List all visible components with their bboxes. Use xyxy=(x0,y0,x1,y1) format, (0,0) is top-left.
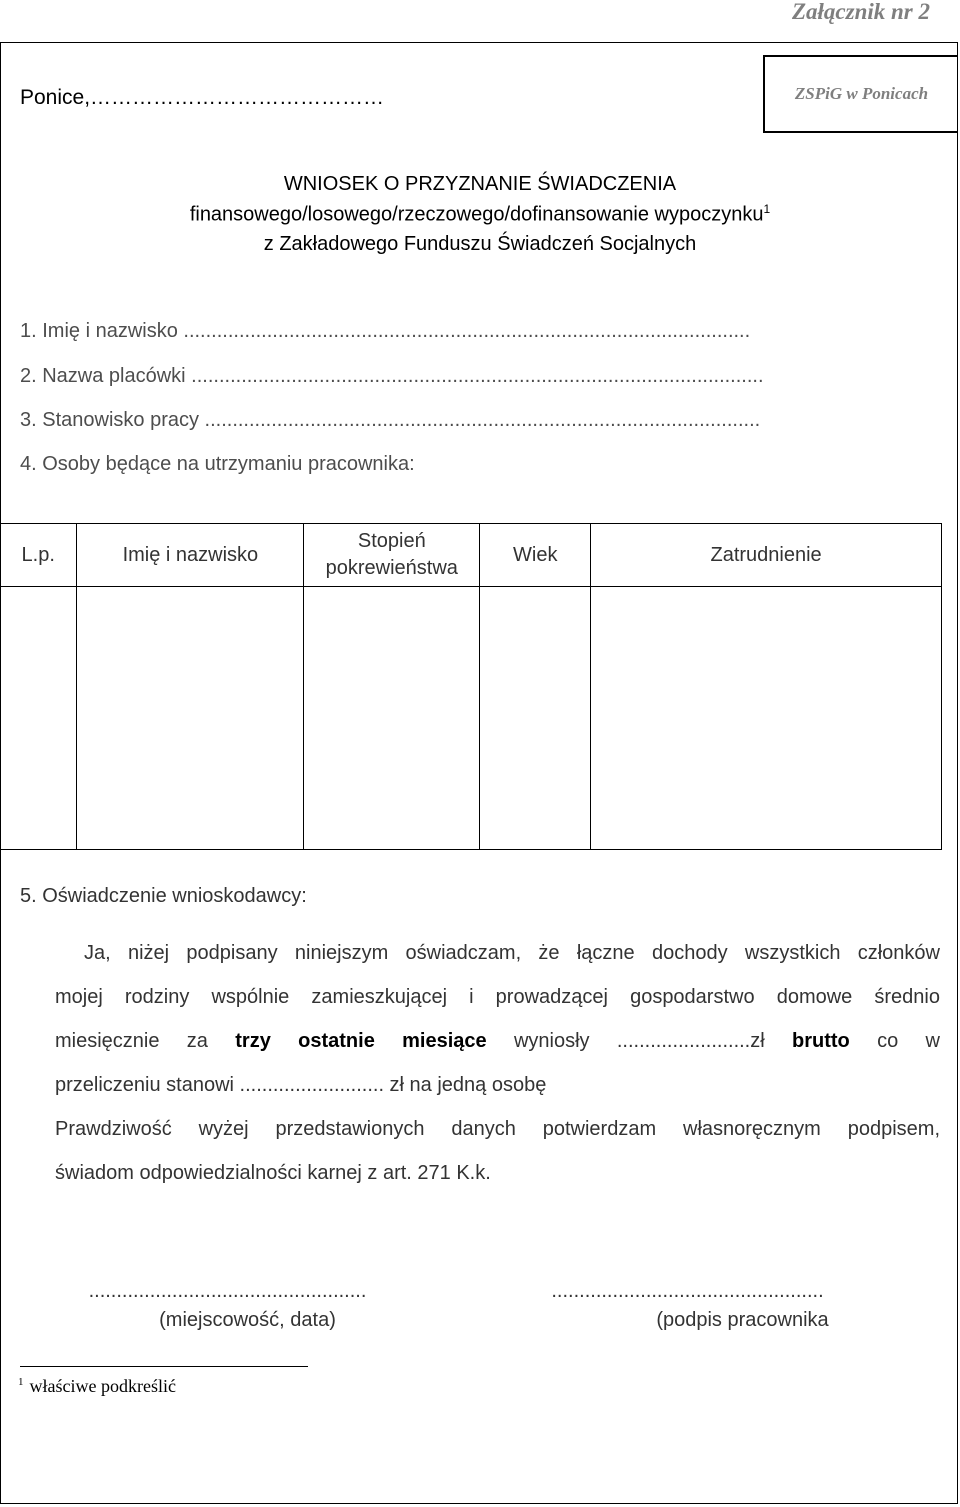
declaration-heading: 5. Oświadczenie wnioskodawcy: xyxy=(20,885,307,907)
table-cell-age[interactable] xyxy=(480,587,591,850)
declaration-line-3-a: miesięcznie za xyxy=(55,1030,236,1052)
field-name[interactable]: 1. Imię i nazwisko ...................................................................................................... xyxy=(20,320,751,342)
employee-signature-line[interactable]: ................................................. xyxy=(551,1280,824,1302)
place-date-field[interactable]: Ponice,…………………………………… xyxy=(20,86,385,109)
form-subtitle-fund: z Zakładowego Funduszu Świadczeń Socjalnych xyxy=(263,233,697,255)
school-stamp-box xyxy=(763,55,958,133)
per-person-amount-field[interactable]: przeliczeniu stanowi .......................... zł na jedną osobę xyxy=(55,1074,547,1096)
annex-label: Załącznik nr 2 xyxy=(791,0,930,24)
dependents-table xyxy=(0,523,942,850)
table-cell-lp[interactable] xyxy=(0,587,77,850)
table-header-name: Imię i nazwisko xyxy=(77,524,304,587)
table-header-lp: L.p. xyxy=(0,524,77,587)
footnote-number: 1 xyxy=(18,1376,24,1388)
emphasis-gross: brutto xyxy=(792,1030,850,1052)
employee-signature-caption: (podpis pracownika xyxy=(656,1309,829,1331)
declaration-line-6: świadom odpowiedzialności karnej z art. 271 K.k. xyxy=(55,1162,491,1184)
form-title: WNIOSEK O PRZYZNANIE ŚWIADCZENIA xyxy=(283,173,677,195)
declaration-line-3 xyxy=(55,1030,940,1053)
form-subtitle-text: finansowego/losowego/rzeczowego/dofinansowanie wypoczynku xyxy=(189,203,764,226)
footnote-divider xyxy=(20,1366,308,1367)
school-stamp-text: ZSPiG w Ponicach xyxy=(794,84,929,103)
income-amount-field[interactable]: wyniosły ........................zł xyxy=(486,1030,793,1052)
emphasis-three-months: trzy ostatnie miesiące xyxy=(235,1030,487,1052)
table-header-relation xyxy=(304,524,480,587)
table-header-employment: Zatrudnienie xyxy=(591,524,942,587)
place-date-caption: (miejscowość, data) xyxy=(159,1309,336,1331)
table-cell-employment[interactable] xyxy=(591,587,942,850)
table-header-relation-label: Stopień pokrewieństwa xyxy=(325,530,458,579)
table-cell-relation[interactable] xyxy=(304,587,480,850)
footnote xyxy=(18,1376,176,1397)
declaration-line-5: Prawdziwość wyżej przedstawionych danych potwierdzam własnoręcznym podpisem, xyxy=(55,1118,940,1140)
field-workplace[interactable]: 2. Nazwa placówki ....................................................................................................... xyxy=(20,365,764,387)
declaration-line-2: mojej rodziny wspólnie zamieszkującej i prowadzącej gospodarstwo domowe średnio xyxy=(55,986,940,1008)
form-subtitle xyxy=(0,202,960,227)
table-header-age: Wiek xyxy=(480,524,591,587)
declaration-line-1: Ja, niżej podpisany niniejszym oświadczam, że łączne dochody wszystkich członków xyxy=(84,942,940,964)
table-row xyxy=(0,587,942,850)
table-cell-name[interactable] xyxy=(77,587,304,850)
declaration-line-3-e: co w xyxy=(849,1030,940,1052)
footnote-ref: 1 xyxy=(763,202,771,216)
field-position[interactable]: 3. Stanowisko pracy .................................................................................................... xyxy=(20,409,761,431)
footnote-text: właściwe podkreślić xyxy=(29,1376,176,1396)
place-date-signature-line[interactable]: .................................................. xyxy=(88,1280,367,1302)
field-dependents-heading: 4. Osoby będące na utrzymaniu pracownika: xyxy=(20,453,415,475)
